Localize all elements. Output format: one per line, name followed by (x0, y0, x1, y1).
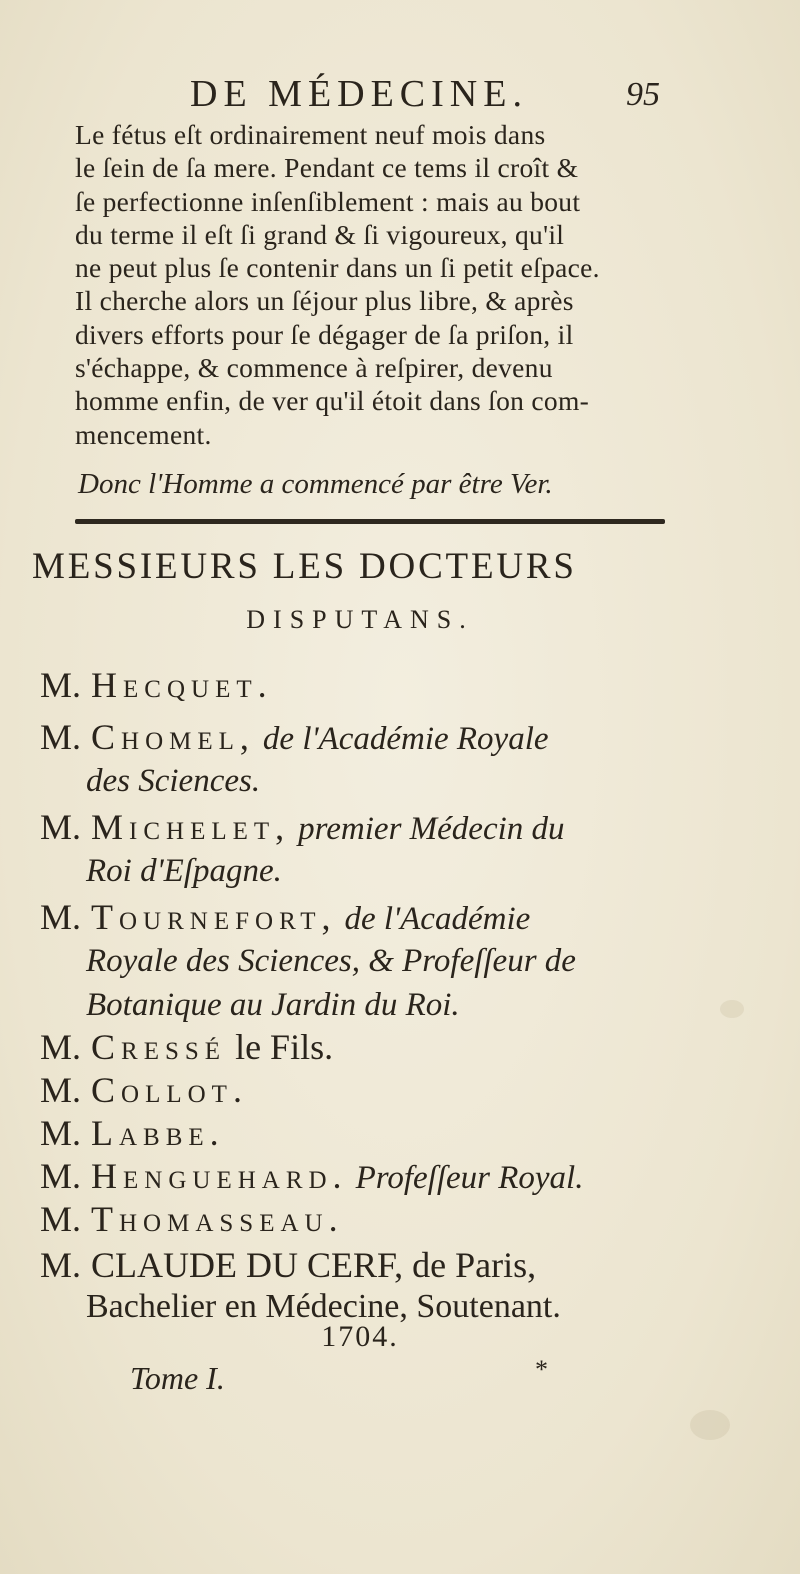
participant-name: Henguehard. (91, 1156, 348, 1196)
participant-name: Tournefort, (91, 897, 337, 937)
year: 1704. (321, 1320, 399, 1353)
participant-description: premier Médecin du (298, 811, 565, 847)
paragraph-line: Le fétus eſt ordinairement neuf mois dans (75, 119, 546, 150)
participant-name: Michelet, (91, 807, 291, 847)
body-paragraph (75, 118, 675, 451)
participant-entry (40, 897, 700, 1027)
paragraph-line: ne peut plus ſe contenir dans un ſi petit eſpace. (75, 252, 600, 284)
title-mark: M. (40, 1245, 82, 1285)
participant-entry (40, 1070, 700, 1110)
title-mark: M. (40, 1113, 82, 1153)
participant-description: de l'Académie (344, 901, 531, 937)
paragraph-line: Il cherche alors un ſéjour plus libre, & après (75, 285, 574, 317)
title-mark: M. (40, 717, 82, 757)
paragraph-line: du terme il eſt ſi grand & ſi vigoureux, qu'il (75, 218, 565, 250)
participant-entry (40, 1113, 700, 1153)
participant-name: CLAUDE DU CERF, de Paris, (91, 1245, 537, 1285)
participant-name-suffix: le Fils. (235, 1027, 334, 1067)
participant-entry (40, 1027, 700, 1067)
participant-name: Labbe. (91, 1113, 225, 1153)
participant-description-cont: Bachelier en Médecine, Soutenant. (86, 1288, 561, 1325)
participant-description-cont: Botanique au Jardin du Roi. (86, 987, 460, 1023)
volume-label: Tome I. (130, 1360, 225, 1396)
participant-description: de l'Académie Royale (262, 721, 549, 757)
running-head (190, 72, 660, 122)
paragraph-line: s'échappe, & commence à reſpirer, devenu (75, 352, 553, 384)
participant-name: Thomasseau. (91, 1199, 344, 1239)
horizontal-rule (75, 519, 665, 524)
title-mark: M. (40, 1070, 82, 1110)
conclusion-line: Donc l'Homme a commencé par être Ver. (78, 468, 553, 500)
title-mark: M. (40, 1027, 82, 1067)
participant-entry (40, 665, 700, 705)
participant-entry (40, 1156, 700, 1198)
paragraph-line: ſe perfectionne inſenſiblement : mais au bout (75, 185, 581, 217)
title-mark: M. (40, 665, 82, 705)
foxing-stain (720, 1000, 744, 1018)
page-number: 95 (626, 76, 660, 113)
title-mark: M. (40, 1199, 82, 1239)
participant-entry (40, 1245, 700, 1329)
participant-description: Profeſſeur Royal. (355, 1160, 584, 1196)
signature-mark: * (535, 1355, 548, 1384)
section-subheading: DISPUTANS. (246, 605, 474, 634)
paragraph-line: mencement. (75, 418, 212, 450)
participant-entry (40, 807, 700, 893)
paragraph-line: homme enfin, de ver qu'il étoit dans ſon com- (75, 385, 590, 417)
participant-name: Hecquet. (91, 665, 273, 705)
title-mark: M. (40, 807, 82, 847)
paragraph-line: le ſein de ſa mere. Pendant ce tems il croît & (75, 152, 579, 184)
participant-description-cont: Roi d'Eſpagne. (86, 853, 282, 889)
title-mark: M. (40, 897, 82, 937)
participant-description-cont: Royale des Sciences, & Profeſſeur de (86, 943, 576, 979)
section-heading: MESSIEURS LES DOCTEURS (32, 546, 577, 587)
running-head-title: DE MÉDECINE. (190, 73, 528, 115)
foxing-stain (690, 1410, 730, 1440)
participant-name: Cressé (91, 1027, 227, 1067)
participant-entry (40, 717, 700, 803)
participant-name: Collot. (91, 1070, 248, 1110)
participant-name: Chomel, (91, 717, 255, 757)
paragraph-line: divers efforts pour ſe dégager de ſa priſon, il (75, 318, 574, 350)
title-mark: M. (40, 1156, 82, 1196)
participant-entry (40, 1199, 700, 1239)
participant-description-cont: des Sciences. (86, 763, 261, 799)
